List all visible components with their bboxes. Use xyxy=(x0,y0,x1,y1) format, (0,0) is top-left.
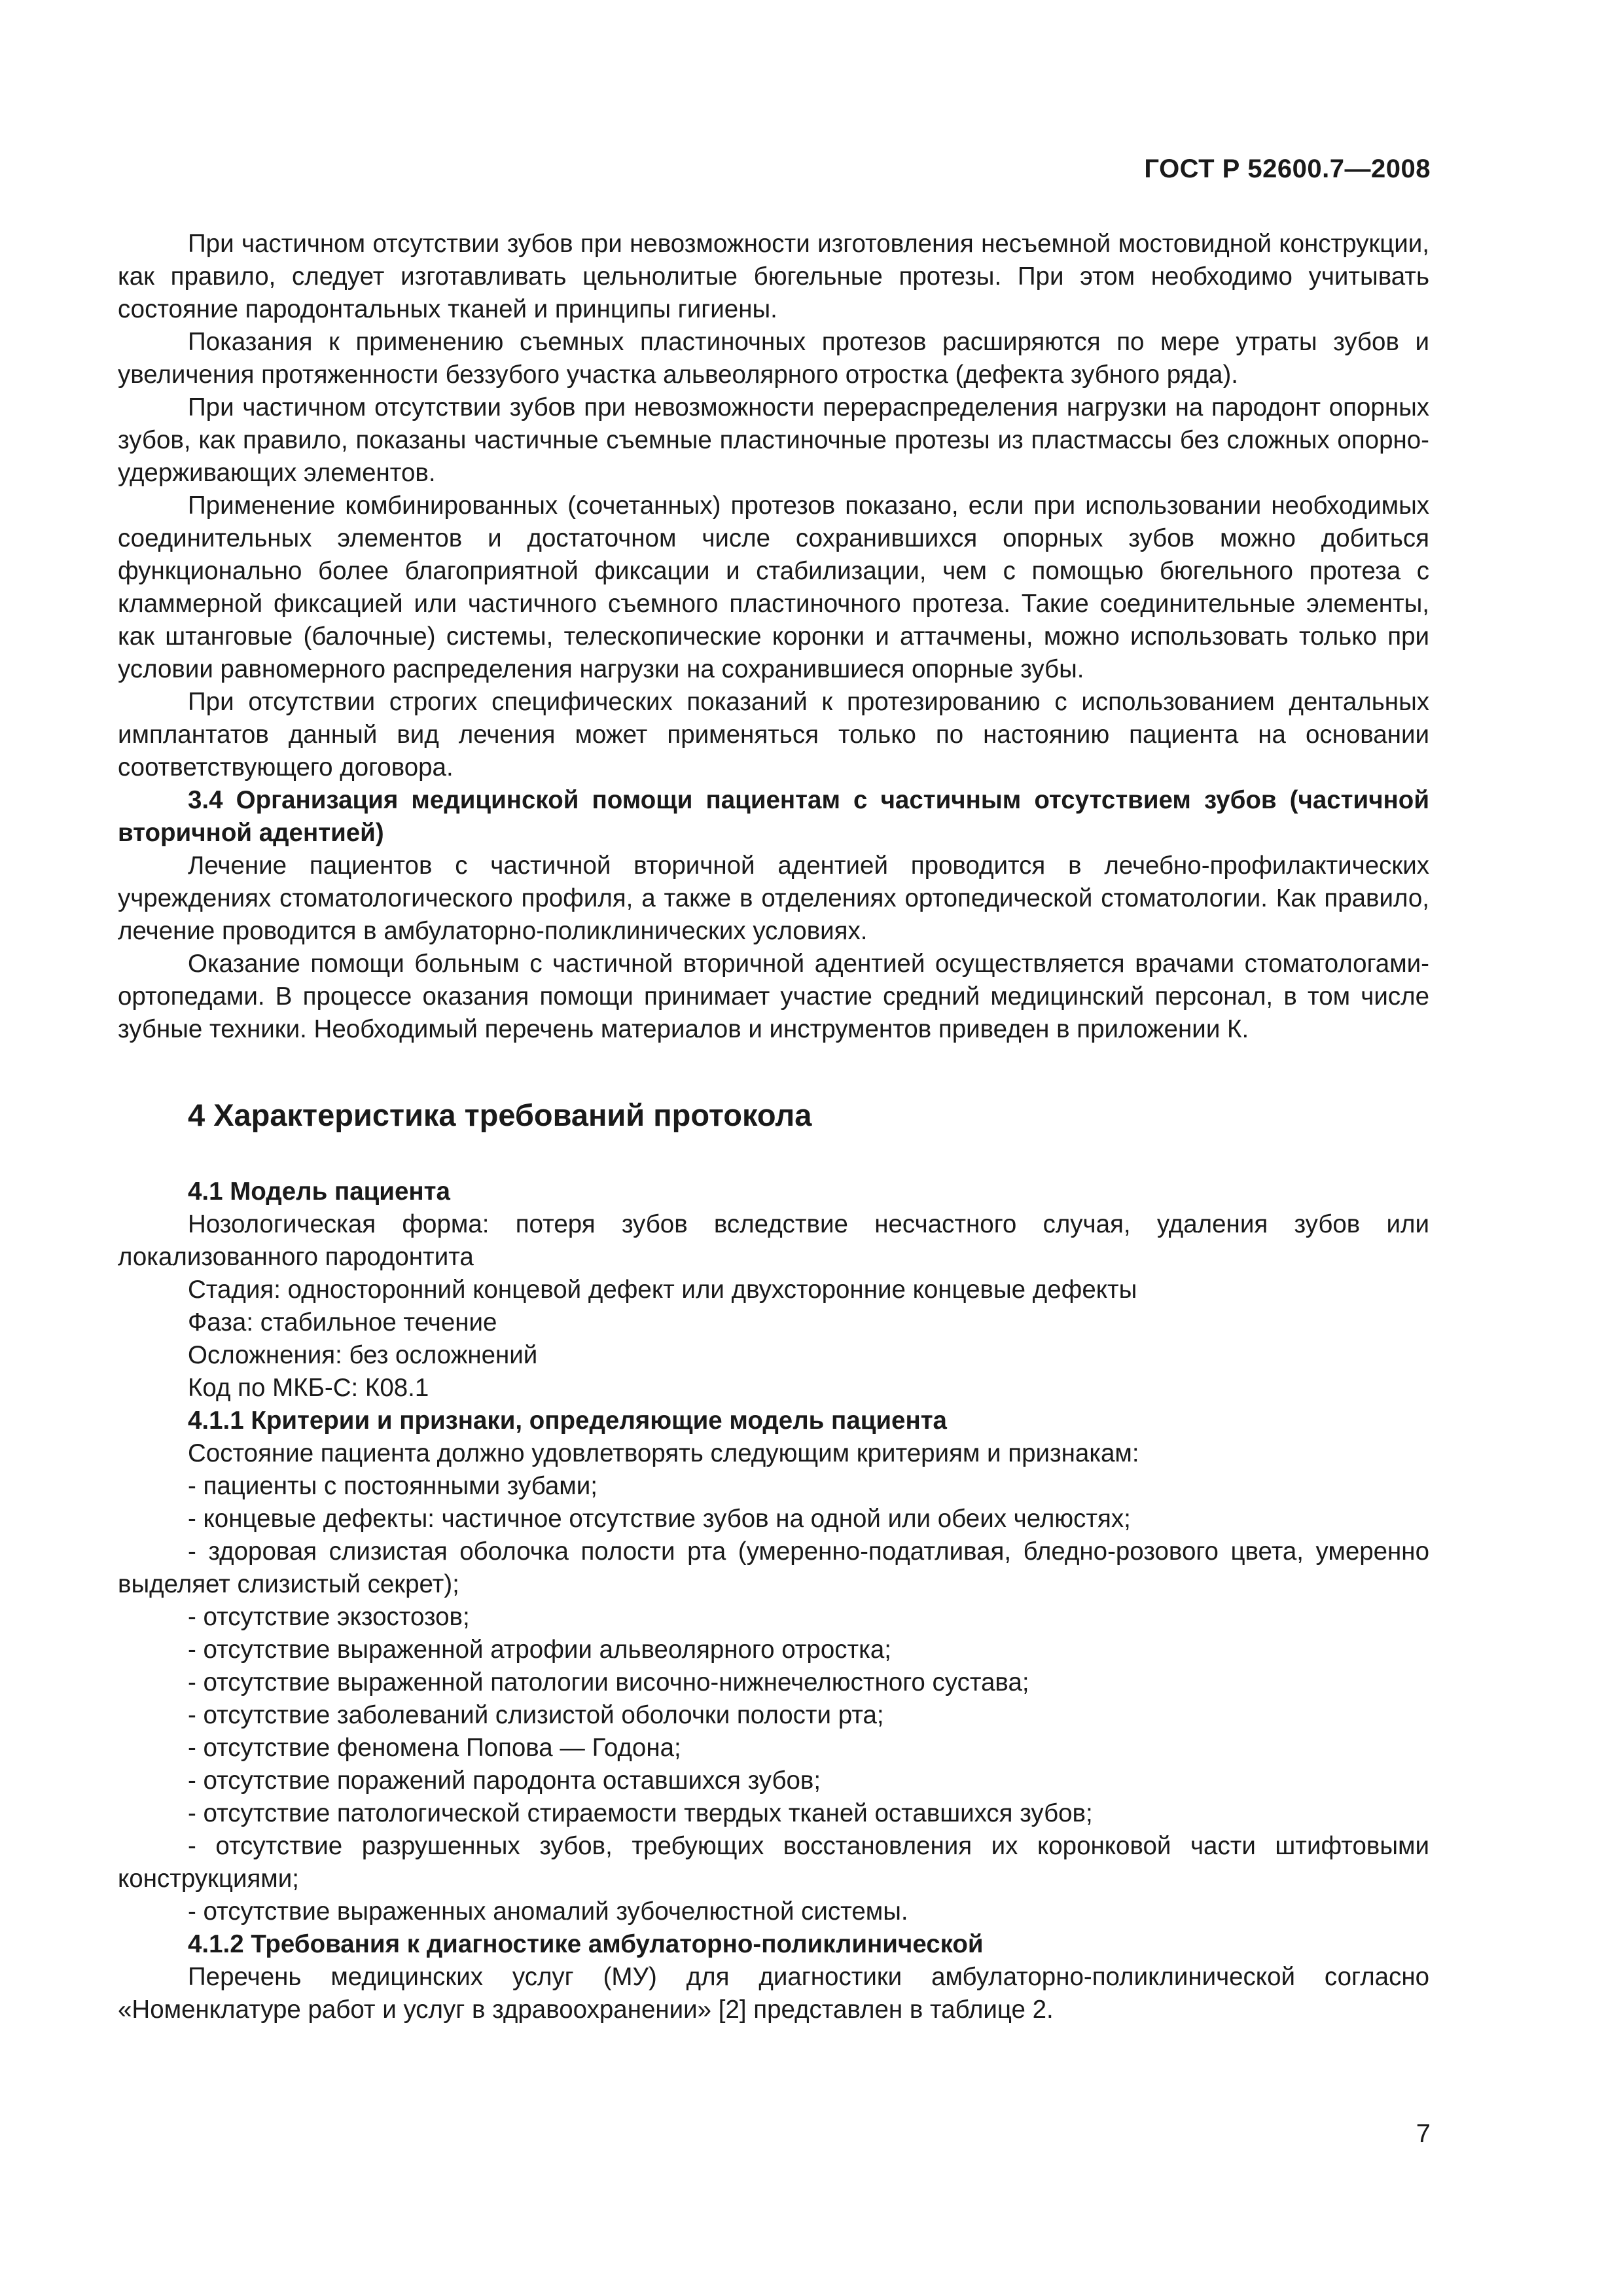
subsection-heading-3-4: 3.4 Организация медицинской помощи пациентам с частичным отсутствием зубов (частичной вторичной адентией) xyxy=(118,786,1429,847)
criteria-list-item: - отсутствие экзостозов; xyxy=(188,1603,470,1631)
criteria-list-item: - отсутствие поражений пародонта оставшихся зубов; xyxy=(188,1767,821,1795)
subsection-heading-4-1-1: 4.1.1 Критерии и признаки, определяющие модель пациента xyxy=(188,1407,947,1435)
paragraph: Лечение пациентов с частичной вторичной адентией проводится в лечебно-профилактических учреждениях стоматологического профиля, а также в отделениях ортопедической стоматологии. Как правило, лечение проводится в амбулаторно-поликлинических условиях. xyxy=(118,852,1429,945)
paragraph: Перечень медицинских услуг (МУ) для диагностики амбулаторно-поликлинической согласно «Номенклатуре работ и услуг в здравоохранении» [2] представлен в таблице 2. xyxy=(118,1963,1429,2024)
document-code-header: ГОСТ Р 52600.7—2008 xyxy=(1144,154,1431,183)
criteria-list-item: - здоровая слизистая оболочка полости рта (умеренно-податливая, бледно-розового цвета, умеренно выделяет слизистый секрет); xyxy=(118,1537,1429,1598)
paragraph: Код по МКБ-С: К08.1 xyxy=(188,1374,429,1402)
criteria-list-item: - отсутствие выраженной патологии височно-нижнечелюстного сустава; xyxy=(188,1668,1029,1696)
paragraph: Нозологическая форма: потеря зубов вследствие несчастного случая, удаления зубов или локализованного пародонтита xyxy=(118,1210,1429,1271)
subsection-heading-4-1: 4.1 Модель пациента xyxy=(188,1177,450,1206)
criteria-list-item: - отсутствие заболеваний слизистой оболочки полости рта; xyxy=(188,1701,884,1729)
paragraph: При отсутствии строгих специфических показаний к протезированию с использованием дентальных имплантатов данный вид лечения может применяться только по настоянию пациента на основании соответствующего договора. xyxy=(118,688,1429,781)
criteria-list-item: - отсутствие разрушенных зубов, требующих восстановления их коронковой части штифтовыми конструкциями; xyxy=(118,1832,1429,1893)
paragraph: При частичном отсутствии зубов при невозможности изготовления несъемной мостовидной конструкции, как правило, следует изготавливать цельнолитые бюгельные протезы. При этом необходимо учитывать состояние пародонтальных тканей и принципы гигиены. xyxy=(118,230,1429,323)
paragraph: Применение комбинированных (сочетанных) протезов показано, если при использовании необходимых соединительных элементов и достаточном числе сохранившихся опорных зубов можно добиться функционально более благоприятной фиксации и стабилизации, чем с помощью бюгельного протеза с кламмерной фиксацией или частичного съемного пластиночного протеза. Такие соединительные элементы, как штанговые (балочные) системы, телескопические коронки и аттачмены, можно использовать только при условии равномерного распределения нагрузки на сохранившиеся опорные зубы. xyxy=(118,492,1429,683)
criteria-list-item: - пациенты с постоянными зубами; xyxy=(188,1472,597,1500)
page-body xyxy=(118,228,1429,2026)
criteria-list-item: - отсутствие выраженных аномалий зубочелюстной системы. xyxy=(188,1897,908,1926)
criteria-list-item: - отсутствие выраженной атрофии альвеолярного отростка; xyxy=(188,1636,891,1664)
paragraph: Фаза: стабильное течение xyxy=(188,1308,497,1336)
criteria-list-item: - концевые дефекты: частичное отсутствие зубов на одной или обеих челюстях; xyxy=(188,1505,1131,1533)
paragraph: Стадия: односторонний концевой дефект или двухсторонние концевые дефекты xyxy=(188,1276,1137,1304)
paragraph: Показания к применению съемных пластиночных протезов расширяются по мере утраты зубов и увеличения протяженности беззубого участка альвеолярного отростка (дефекта зубного ряда). xyxy=(118,328,1429,389)
criteria-list-item: - отсутствие патологической стираемости твердых тканей оставшихся зубов; xyxy=(188,1799,1093,1827)
paragraph: Оказание помощи больным с частичной вторичной адентией осуществляется врачами стоматологами-ортопедами. В процессе оказания помощи принимает участие средний медицинский персонал, в том числе зубные техники. Необходимый перечень материалов и инструментов приведен в приложении К. xyxy=(118,950,1429,1043)
paragraph: Осложнения: без осложнений xyxy=(188,1341,538,1369)
paragraph: Состояние пациента должно удовлетворять следующим критериям и признакам: xyxy=(188,1439,1139,1467)
criteria-list-item: - отсутствие феномена Попова — Годона; xyxy=(188,1734,681,1762)
paragraph: При частичном отсутствии зубов при невозможности перераспределения нагрузки на пародонт опорных зубов, как правило, показаны частичные съемные пластиночные протезы из пластмассы без сложных опорно-удерживающих элементов. xyxy=(118,393,1429,487)
page-number: 7 xyxy=(1416,2119,1431,2148)
subsection-heading-4-1-2: 4.1.2 Требования к диагностике амбулаторно-поликлинической xyxy=(188,1930,984,1958)
section-heading-4: 4 Характеристика требований протокола xyxy=(188,1098,812,1132)
